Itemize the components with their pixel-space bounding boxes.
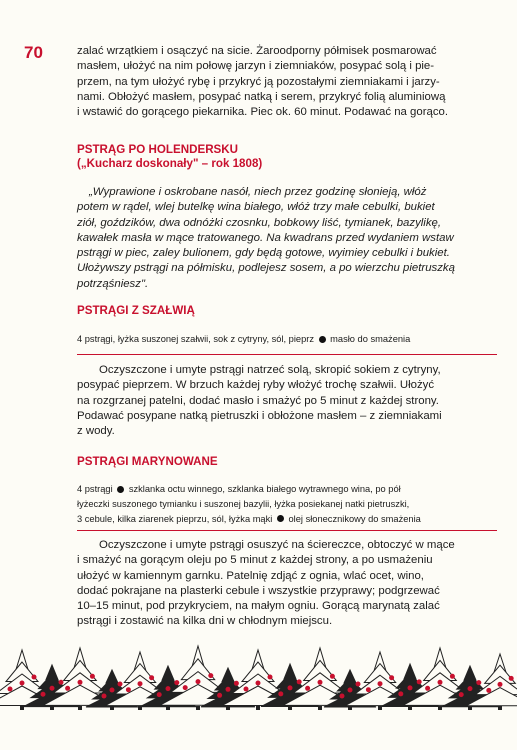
ornament-icon — [417, 679, 422, 684]
ornament-icon — [468, 686, 473, 691]
tree-row — [0, 646, 517, 710]
text-line: pstrągi w piec, zaley bulionem, gdy będą gotowe, wyimiey cebulki i bukiet. — [77, 247, 450, 260]
text-line: i smażyć na gorącym oleju po 5 minut z każdej strony, a po usmażeniu — [77, 554, 433, 567]
ornament-icon — [126, 687, 131, 692]
ornament-icon — [32, 675, 37, 680]
text-line: potem w rądel, wlej butelkę wina białego, włóż trzy małe cebulki, bukiet — [77, 201, 435, 214]
ornament-icon — [498, 682, 503, 687]
ornament-icon — [256, 681, 261, 686]
ornament-icon — [244, 687, 249, 692]
method-paragraph — [77, 363, 487, 439]
ingredients-list — [77, 482, 497, 526]
text-line: „Wyprawione i oskrobane nasół, niech przez godzinę słonieją, włóż — [89, 186, 427, 198]
ornament-icon — [389, 675, 394, 680]
ingredients-text: 4 pstrągi — [77, 484, 113, 494]
ornament-icon — [450, 674, 455, 679]
ornament-icon — [166, 686, 171, 691]
text-line: dodać pokrajane na plasterki cebule i wszystkie przyprawy; podgrzewać — [77, 584, 440, 597]
recipe-title: PSTRĄG PO HOLENDERSKU — [77, 143, 239, 156]
text-line: Oczyszczone i umyte pstrągi natrzeć solą, skropić sokiem z cytryny, — [99, 364, 441, 376]
ornament-icon — [41, 692, 46, 697]
ornament-icon — [425, 686, 430, 691]
christmas-trees-border-icon — [0, 622, 517, 712]
divider — [77, 530, 497, 531]
ingredients-text: masło do smażenia — [330, 334, 411, 344]
ornament-icon — [157, 692, 162, 697]
ornament-icon — [196, 679, 201, 684]
ornament-icon — [459, 692, 464, 697]
ornament-icon — [78, 680, 83, 685]
text-line: Ułożywszy pstrągi na półmisku, podlejesz sosem, a po wierzchu pietruszką — [77, 262, 455, 275]
ornament-icon — [378, 681, 383, 686]
ingredients-line — [77, 482, 497, 497]
ornament-icon — [102, 694, 107, 699]
bullet-icon — [319, 336, 326, 343]
ornament-icon — [476, 680, 481, 685]
text-line: ułożyć w kamiennym garnku. Patelnię zdjąć z ognia, wlać ocet, wino, — [77, 569, 424, 582]
text-line: na rozgrzanej patelni, dodać masło i smażyć po 5 minut z każdej strony. — [77, 394, 439, 407]
text-line: Podawać posypane natką pietruszki i obłożone masłem – z ziemniakami — [77, 409, 442, 422]
ornament-icon — [356, 682, 361, 687]
method-paragraph — [77, 538, 487, 630]
ornament-icon — [408, 685, 413, 690]
ornament-icon — [110, 688, 115, 693]
ornament-icon — [226, 687, 231, 692]
text-line: i wstawić do gorącego piekarnika. Piec ok. 60 minut. Podawać na gorąco. — [77, 106, 449, 119]
text-line: 10–15 minut, pod przykryciem, na małym ogniu. Gorącą marynatą zalać — [77, 600, 440, 613]
ornament-icon — [288, 685, 293, 690]
ornament-icon — [138, 681, 143, 686]
ornament-icon — [297, 679, 302, 684]
recipe-subtitle: („Kucharz doskonały" – rok 1808) — [77, 157, 263, 170]
text-line: Oczyszczone i umyte pstrągi osuszyć na ściereczce, obtoczyć w mące — [99, 539, 455, 551]
ingredients-list — [77, 332, 497, 347]
ornament-icon — [278, 691, 283, 696]
text-line: z wody. — [77, 425, 115, 438]
ornament-icon — [318, 680, 323, 685]
text-line: potrząśniesz". — [77, 277, 149, 290]
ornament-icon — [65, 686, 70, 691]
text-line: ziół, goździków, dwa odnóżki czosnku, bobkowy liść, tymianek, bazylikę, — [77, 216, 442, 229]
recipe-title: PSTRĄGI Z SZAŁWIĄ — [77, 304, 195, 317]
ornament-icon — [149, 675, 154, 680]
ornament-icon — [59, 680, 64, 685]
ornament-icon — [183, 685, 188, 690]
ornament-icon — [268, 675, 273, 680]
bullet-icon — [117, 486, 124, 493]
ornament-icon — [20, 681, 25, 686]
ornament-icon — [234, 681, 239, 686]
text-line: posypać pieprzem. W brzuch każdej ryby włożyć trochę szałwii. Ułożyć — [77, 379, 435, 392]
ingredients-text: 4 pstrągi, łyżka suszonej szałwii, sok z cytryny, sól, pieprz — [77, 334, 314, 344]
divider — [77, 354, 497, 355]
text-line: pstrągi i zostawić na kilka dni w chłodnym miejscu. — [77, 615, 333, 628]
ingredients-text: szklanka octu winnego, szklanka białego wytrawnego wina, po pół — [128, 484, 401, 494]
ornament-icon — [217, 693, 222, 698]
ingredients-line — [77, 512, 497, 527]
ornament-icon — [438, 680, 443, 685]
text-line: masłem, ułożyć na nim połowę jarzyn i ziemniaków, posypać solą i pie- — [77, 60, 435, 73]
ingredients-line: łyżeczki suszonego tymianku i suszonej bazylii, łyżka posiekanej natki pietruszki, — [77, 498, 410, 509]
ornament-icon — [509, 676, 514, 681]
ornament-icon — [305, 686, 310, 691]
ornament-icon — [90, 674, 95, 679]
ornament-icon — [118, 682, 123, 687]
ornament-icon — [366, 687, 371, 692]
ornament-icon — [486, 688, 491, 693]
ornament-icon — [330, 674, 335, 679]
text-line: kawałek masła w mące tratowanego. Na kwadrans przed wydaniem wstaw — [77, 231, 454, 244]
page-number: 70 — [24, 43, 43, 62]
ingredients-text: 3 cebule, kilka ziarenek pieprzu, sól, łyżka mąki — [77, 513, 273, 524]
ornament-icon — [174, 680, 179, 685]
text-line: zalać wrzątkiem i osączyć na sicie. Żaroodporny półmisek posmarować — [77, 45, 437, 57]
ornament-icon — [340, 694, 345, 699]
ornament-icon — [8, 687, 13, 692]
historical-quote — [77, 185, 487, 292]
ornament-icon — [398, 691, 403, 696]
ingredients-text: olej słonecznikowy do smażenia — [288, 513, 421, 524]
ornament-icon — [208, 673, 213, 678]
recipe-title: PSTRĄGI MARYNOWANE — [77, 455, 218, 468]
text-line: nami. Obłożyć masłem, posypać natką i serem, przykryć folią aluminiową — [77, 90, 446, 103]
intro-paragraph — [77, 44, 487, 120]
bullet-icon — [277, 515, 284, 522]
text-line: przem, na tym ułożyć rybę i przykryć ją pozostałymi ziemniakami i jarzy- — [77, 75, 440, 88]
ornament-icon — [348, 688, 353, 693]
ornament-icon — [50, 686, 55, 691]
